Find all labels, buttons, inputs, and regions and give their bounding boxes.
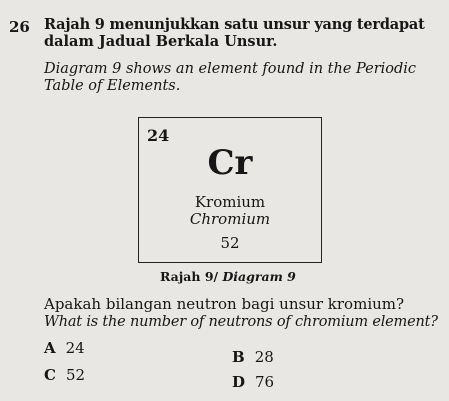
intro-english-line-2: Table of Elements.: [44, 78, 181, 94]
caption-malay: Rajah 9/: [160, 269, 219, 284]
option-letter: A: [44, 339, 56, 357]
element-name-malay: Kromium: [194, 193, 266, 211]
option-value: 24: [65, 339, 85, 357]
option-value: 76: [255, 373, 275, 391]
option-letter: B: [232, 348, 245, 366]
option-c[interactable]: [44, 366, 85, 384]
question-prompt-malay: Apakah bilangan neutron bagi unsur kromium?: [44, 295, 405, 313]
option-letter: D: [232, 373, 246, 391]
element-name-english: Chromium: [189, 210, 271, 228]
question-prompt-english: What is the number of neutrons of chromium element?: [44, 314, 438, 330]
intro-english-line-1: Diagram 9 shows an element found in the Periodic: [44, 61, 417, 77]
intro-malay-line-2: dalam Jadual Berkala Unsur.: [44, 33, 278, 50]
element-symbol: Cr: [207, 143, 253, 183]
intro-malay-line-1: Rajah 9 menunjukkan satu unsur yang terdapat: [44, 16, 425, 33]
caption-english: Diagram 9: [222, 269, 296, 284]
option-b[interactable]: [232, 348, 274, 366]
diagram-caption: [160, 269, 296, 284]
option-a[interactable]: [44, 339, 85, 357]
option-letter: C: [44, 366, 56, 384]
option-d[interactable]: [232, 373, 274, 391]
element-card: [138, 117, 322, 263]
question-number: 26: [9, 18, 30, 36]
option-value: 52: [65, 366, 86, 384]
atomic-number: 24: [147, 126, 170, 145]
mass-number: 52: [220, 234, 240, 252]
option-value: 28: [254, 348, 274, 366]
